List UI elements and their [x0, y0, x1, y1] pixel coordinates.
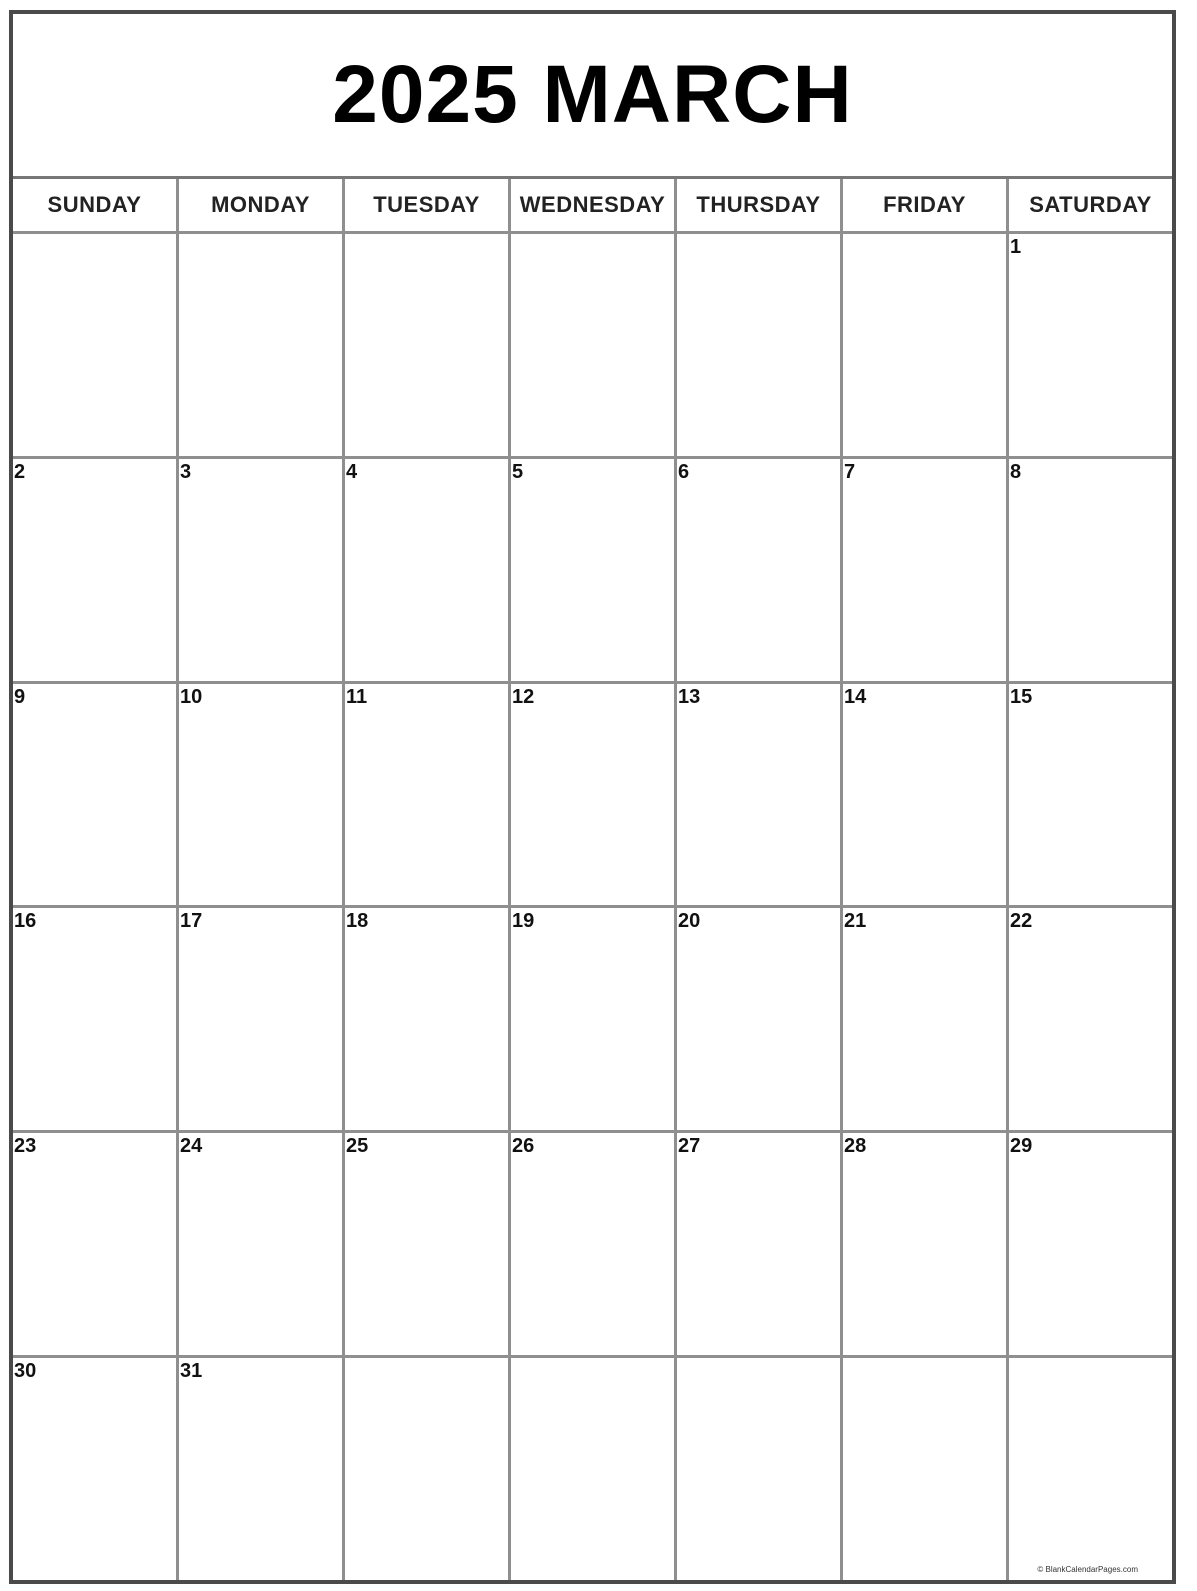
day-number: 29 [1010, 1135, 1033, 1158]
day-number: 14 [844, 685, 867, 708]
day-cell [511, 908, 674, 1130]
day-number: 25 [346, 1135, 369, 1158]
day-number: 28 [844, 1135, 867, 1158]
day-cell [345, 1133, 508, 1355]
day-cell [1009, 234, 1172, 456]
day-cell [677, 459, 840, 681]
day-number: 4 [346, 460, 358, 483]
day-cell [345, 684, 508, 906]
day-number: 1 [1010, 236, 1022, 258]
day-cell [13, 459, 176, 681]
weekday-header-thursday: THURSDAY [677, 179, 840, 231]
day-cell [677, 1358, 840, 1580]
day-number: 18 [346, 910, 369, 933]
day-cell [843, 234, 1006, 456]
day-cell [13, 908, 176, 1130]
day-cell [677, 1133, 840, 1355]
day-number: 12 [512, 685, 535, 708]
day-cell [1009, 1358, 1172, 1580]
weekday-header-saturday: SATURDAY [1009, 179, 1172, 231]
day-cell [13, 1358, 176, 1580]
weekday-header-friday: FRIDAY [843, 179, 1006, 231]
weekday-header-sunday: SUNDAY [13, 179, 176, 231]
day-number: 3 [180, 460, 192, 483]
day-cell [13, 1133, 176, 1355]
day-cell [511, 1133, 674, 1355]
day-cell [179, 459, 342, 681]
day-number: 19 [512, 910, 535, 933]
day-number: 8 [1010, 460, 1022, 483]
day-number: 11 [346, 685, 368, 708]
day-cell [677, 234, 840, 456]
calendar-grid [13, 179, 1172, 1580]
weekday-header-monday: MONDAY [179, 179, 342, 231]
day-cell [1009, 1133, 1172, 1355]
day-cell [1009, 459, 1172, 681]
weekday-header-wednesday: WEDNESDAY [511, 179, 674, 231]
day-cell [843, 1133, 1006, 1355]
day-number: 27 [678, 1135, 701, 1158]
day-cell [179, 684, 342, 906]
day-cell [1009, 684, 1172, 906]
day-cell [677, 908, 840, 1130]
day-number: 26 [512, 1135, 535, 1158]
day-cell [345, 234, 508, 456]
day-cell [511, 234, 674, 456]
title-row [13, 14, 1172, 179]
day-cell [1009, 908, 1172, 1130]
day-cell [511, 459, 674, 681]
day-number: 20 [678, 910, 701, 933]
day-number: 24 [180, 1135, 203, 1158]
day-number: 16 [14, 910, 37, 933]
day-cell [843, 1358, 1006, 1580]
day-cell [511, 1358, 674, 1580]
day-cell [345, 908, 508, 1130]
credit-watermark: © BlankCalendarPages.com [1037, 1565, 1138, 1574]
day-number: 31 [180, 1360, 203, 1383]
day-number: 23 [14, 1135, 37, 1158]
day-cell [511, 684, 674, 906]
day-cell [179, 234, 342, 456]
day-number: 17 [180, 910, 203, 933]
day-number: 21 [844, 910, 867, 933]
day-cell [13, 234, 176, 456]
day-cell [843, 908, 1006, 1130]
day-cell [677, 684, 840, 906]
day-cell [345, 1358, 508, 1580]
day-number: 9 [14, 685, 26, 708]
day-number: 15 [1010, 685, 1033, 708]
day-cell [843, 684, 1006, 906]
day-number: 22 [1010, 910, 1033, 933]
weekday-header-tuesday: TUESDAY [345, 179, 508, 231]
calendar [9, 10, 1176, 1584]
day-number: 10 [180, 685, 203, 708]
day-number: 2 [14, 460, 26, 483]
day-number: 5 [512, 460, 524, 483]
day-number: 13 [678, 685, 701, 708]
day-number: 6 [678, 460, 690, 483]
day-cell [179, 1133, 342, 1355]
day-cell [179, 1358, 342, 1580]
day-number: 7 [844, 460, 856, 483]
day-cell [13, 684, 176, 906]
day-number: 30 [14, 1360, 37, 1383]
day-cell [179, 908, 342, 1130]
day-cell [843, 459, 1006, 681]
day-cell [345, 459, 508, 681]
calendar-title: 2025 MARCH [332, 49, 853, 140]
